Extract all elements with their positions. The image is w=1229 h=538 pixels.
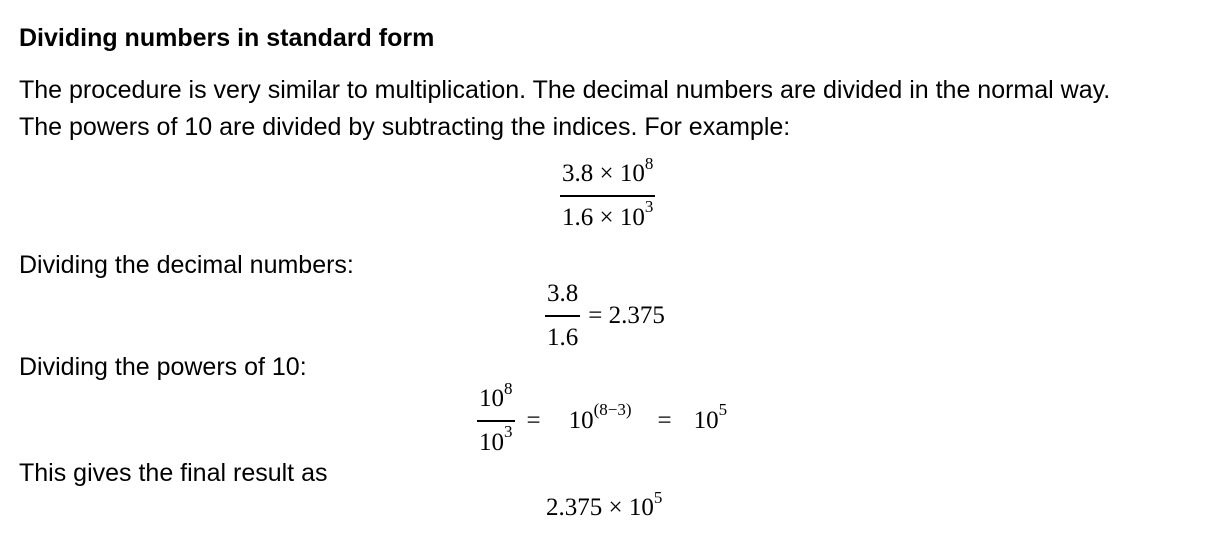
- step2-denominator-base: 10: [479, 428, 504, 456]
- step1-label: Dividing the decimal numbers:: [19, 251, 354, 279]
- example-denominator-exponent: 3: [644, 197, 654, 217]
- example-fraction: [560, 153, 655, 233]
- step2-result-exponent: 5: [718, 400, 728, 420]
- step2-result: [693, 400, 728, 435]
- final-result: [546, 487, 663, 522]
- step2-numerator: [477, 378, 515, 414]
- step2-label: Dividing the powers of 10:: [19, 353, 307, 381]
- step2-middle: [568, 400, 632, 435]
- fraction-bar: [560, 195, 655, 197]
- step2-middle-base: 10: [568, 406, 594, 434]
- step2-denominator-exponent: 3: [504, 422, 513, 442]
- page-title: Dividing numbers in standard form: [19, 24, 435, 52]
- step1-equation: [545, 279, 665, 353]
- example-denominator-base: 1.6 × 10: [562, 203, 645, 231]
- intro-line-2: The powers of 10 are divided by subtracting the indices. For example:: [19, 113, 791, 141]
- final-result-base: 2.375 × 10: [546, 494, 654, 521]
- step2-equation: [477, 378, 728, 458]
- example-numerator-exponent: 8: [644, 153, 654, 173]
- final-label: This gives the final result as: [19, 459, 328, 487]
- final-result-exponent: 5: [653, 487, 663, 507]
- step2-result-base: 10: [693, 406, 719, 434]
- example-denominator: [560, 197, 655, 233]
- example-numerator-base: 3.8 × 10: [562, 160, 645, 187]
- example-numerator: [560, 153, 655, 189]
- step2-numerator-exponent: 8: [504, 378, 513, 398]
- step1-result: = 2.375: [588, 301, 665, 329]
- step2-middle-exponent: (8−3): [593, 400, 632, 420]
- step2-equals-1: =: [526, 406, 541, 434]
- step2-numerator-base: 10: [479, 385, 504, 412]
- step1-denominator: 1.6: [547, 323, 579, 351]
- step1-numerator: 3.8: [547, 280, 579, 307]
- intro-line-1: The procedure is very similar to multiplication. The decimal numbers are divided in the normal way.: [19, 76, 1111, 104]
- step2-equals-2: =: [657, 406, 672, 434]
- fraction-bar: [545, 315, 580, 317]
- step2-denominator: [477, 422, 515, 458]
